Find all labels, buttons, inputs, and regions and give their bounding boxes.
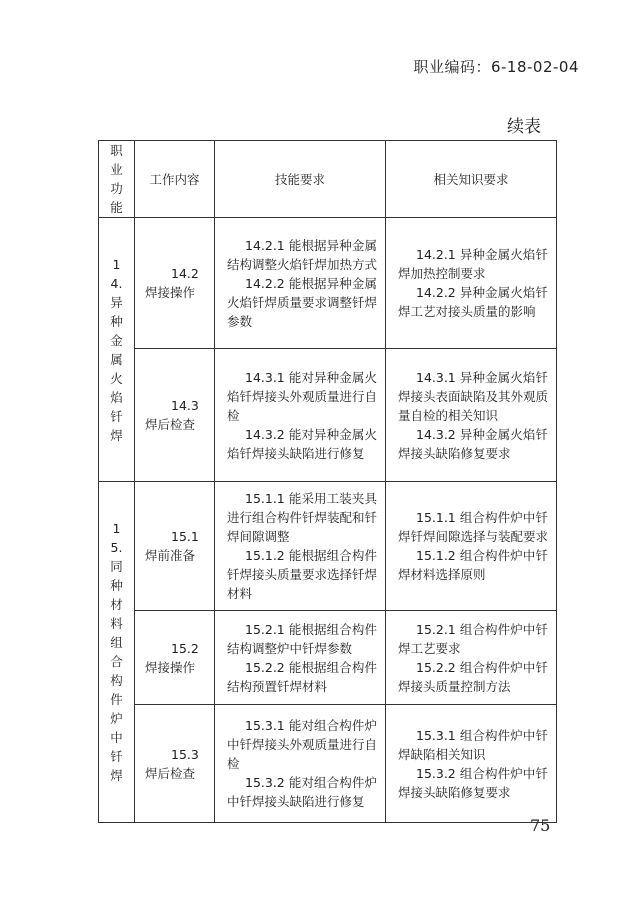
function-cell bbox=[99, 218, 135, 482]
knowledge-item: 15.1.2 组合构件炉中钎焊材料选择原则 bbox=[398, 548, 548, 582]
knowledge-cell bbox=[386, 611, 557, 705]
col-header-function: 职业功能 bbox=[99, 141, 135, 218]
skill-item: 14.3.2 能对异种金属火焰钎焊接头缺陷进行修复 bbox=[227, 426, 377, 461]
function-name: 异种金属火焰钎焊 bbox=[110, 294, 123, 443]
page-number: 75 bbox=[530, 816, 551, 835]
knowledge-item: 14.3.2 异种金属火焰钎焊接头缺陷修复要求 bbox=[398, 426, 548, 461]
knowledge-item: 14.2.1 异种金属火焰钎焊加热控制要求 bbox=[398, 247, 548, 281]
table-row bbox=[99, 611, 557, 705]
knowledge-item: 15.3.1 组合构件炉中钎焊缺陷相关知识 bbox=[398, 727, 548, 762]
knowledge-cell bbox=[386, 705, 557, 823]
skills-cell bbox=[215, 349, 386, 482]
function-cell bbox=[99, 482, 135, 823]
table-row bbox=[99, 218, 557, 349]
occupation-code: 职业编码：6-18-02-04 bbox=[413, 58, 579, 76]
work-content-cell: 15.2 焊接操作 bbox=[135, 611, 215, 705]
col-header-knowledge: 相关知识要求 bbox=[386, 141, 557, 218]
knowledge-item: 15.2.2 组合构件炉中钎焊接头质量控制方法 bbox=[398, 659, 548, 694]
skill-item: 14.2.2 能根据异种金属火焰钎焊质量要求调整钎焊参数 bbox=[227, 275, 378, 329]
table-row bbox=[99, 705, 557, 823]
knowledge-item: 14.3.1 异种金属火焰钎焊接头表面缺陷及其外观质量自检的相关知识 bbox=[398, 369, 549, 423]
skills-cell bbox=[215, 705, 386, 823]
work-content-cell: 14.3 焊后检查 bbox=[135, 349, 215, 482]
table-header-row bbox=[99, 141, 557, 218]
skills-cell bbox=[215, 482, 386, 611]
knowledge-item: 15.1.1 组合构件炉中钎焊钎焊间隙选择与装配要求 bbox=[398, 510, 549, 544]
knowledge-item: 15.3.2 组合构件炉中钎焊接头缺陷修复要求 bbox=[398, 765, 548, 800]
skill-item: 15.1.1 能采用工装夹具进行组合构件钎焊装配和钎焊间隙调整 bbox=[227, 491, 378, 544]
knowledge-item: 14.2.2 异种金属火焰钎焊工艺对接头质量的影响 bbox=[398, 285, 548, 319]
knowledge-item: 15.2.1 组合构件炉中钎焊工艺要求 bbox=[398, 621, 548, 656]
skill-item: 14.3.1 能对异种金属火焰钎焊接头外观质量进行自检 bbox=[227, 369, 378, 423]
skill-item: 15.3.1 能对组合构件炉中钎焊接头外观质量进行自检 bbox=[227, 718, 378, 771]
table-row bbox=[99, 349, 557, 482]
knowledge-cell bbox=[386, 482, 557, 611]
work-content-cell: 15.1 焊前准备 bbox=[135, 482, 215, 611]
continued-label: 续表 bbox=[507, 117, 541, 137]
work-content-cell: 15.3 焊后检查 bbox=[135, 705, 215, 823]
skills-cell bbox=[215, 611, 386, 705]
skill-item: 15.3.2 能对组合构件炉中钎焊接头缺陷进行修复 bbox=[227, 775, 377, 809]
function-number: 15. bbox=[110, 521, 123, 555]
col-header-skills: 技能要求 bbox=[215, 141, 386, 218]
skills-table bbox=[98, 140, 557, 823]
function-name: 同种材料组合构件炉中钎焊 bbox=[110, 559, 123, 783]
skill-item: 15.1.2 能根据组合构件钎焊接头质量要求选择钎焊材料 bbox=[227, 548, 378, 601]
skills-cell bbox=[215, 218, 386, 349]
knowledge-cell bbox=[386, 349, 557, 482]
skill-item: 15.2.2 能根据组合构件结构预置钎焊材料 bbox=[227, 659, 377, 694]
skill-item: 15.2.1 能根据组合构件结构调整炉中钎焊参数 bbox=[227, 621, 377, 656]
table-row bbox=[99, 482, 557, 611]
work-content-cell: 14.2 焊接操作 bbox=[135, 218, 215, 349]
col-header-content: 工作内容 bbox=[135, 141, 215, 218]
knowledge-cell bbox=[386, 218, 557, 349]
skill-item: 14.2.1 能根据异种金属结构调整火焰钎焊加热方式 bbox=[227, 237, 378, 272]
function-number: 14. bbox=[110, 256, 123, 291]
